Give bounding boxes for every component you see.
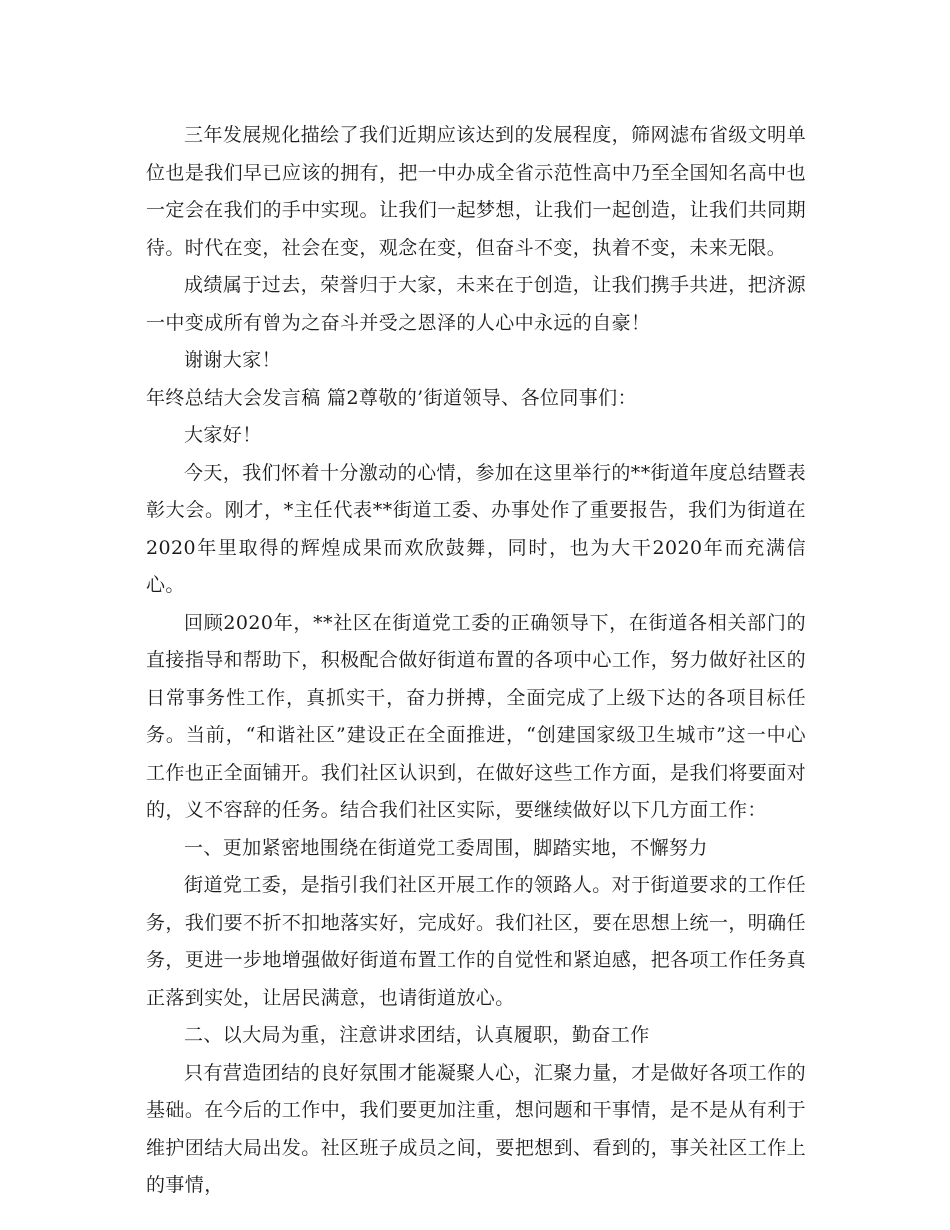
paragraph-greeting: 大家好！ — [184, 424, 262, 446]
paragraph-unity: 只有营造团结的良好氛围才能凝聚人心，汇聚力量，才是做好各项工作的基础。在今后的工作中，我们要更加注重，想问题和干事情，是不是从有利于维护团结大局出发。社区班子成员之间，要把想到、看到的，事关社区工作上的事情， — [146, 1061, 806, 1196]
paragraph-today: 今天，我们怀着十分激动的心情，参加在这里举行的**街道年度总结暨表彰大会。刚才，*主任代表**街道工委、办事处作了重要报告，我们为街道在2020年里取得的辉煌成果而欢欣鼓舞，同时，也为大干2020年而充满信心。 — [146, 461, 806, 596]
point-one-title: 一、更加紧密地围绕在街道党工委周围，脚踏实地，不懈努力 — [184, 836, 708, 859]
paragraph-plan: 三年发展规化描绘了我们近期应该达到的发展程度，筛网滤布省级文明单位也是我们早已应该的拥有，把一中办成全省示范性高中乃至全国知名高中也一定会在我们的手中实现。让我们一起梦想，让我们一起创造，让我们共同期待。时代在变，社会在变，观念在变，但奋斗不变，执着不变，未来无限。 — [146, 124, 806, 259]
paragraph-review: 回顾2020年，**社区在街道党工委的正确领导下，在街道各相关部门的直接指导和帮助下，积极配合做好街道布置的各项中心工作，努力做好社区的日常事务性工作，真抓实干，奋力拼搏，全面完成了上级下达的各项目标任务。当前，“和谐社区”建设正在全面推进，“创建国家级卫生城市”这一中心工作也正全面铺开。我们社区认识到，在做好这些工作方面，是我们将要面对的，义不容辞的任务。结合我们社区实际，要继续做好以下几方面工作： — [146, 611, 806, 821]
paragraph-party-committee: 街道党工委，是指引我们社区开展工作的领路人。对于街道要求的工作任务，我们要不折不扣地落实好，完成好。我们社区，要在思想上统一，明确任务，更进一步地增强做好街道布置工作的自觉性和紧迫感，把各项工作任务真正落到实处，让居民满意，也请街道放心。 — [146, 874, 806, 1009]
document-body — [146, 117, 806, 1205]
point-two-title: 二、以大局为重，注意讲求团结，认真履职，勤奋工作 — [184, 1024, 650, 1046]
paragraph-thanks: 谢谢大家！ — [184, 349, 282, 371]
paragraph-honor: 成绩属于过去，荣誉归于大家，未来在于创造，让我们携手共进，把济源一中变成所有曾为之奋斗并受之恩泽的人心中永远的自豪！ — [146, 274, 806, 334]
section-heading: 年终总结大会发言稿 篇2尊敬的’街道领导、各位同事们： — [146, 386, 637, 409]
